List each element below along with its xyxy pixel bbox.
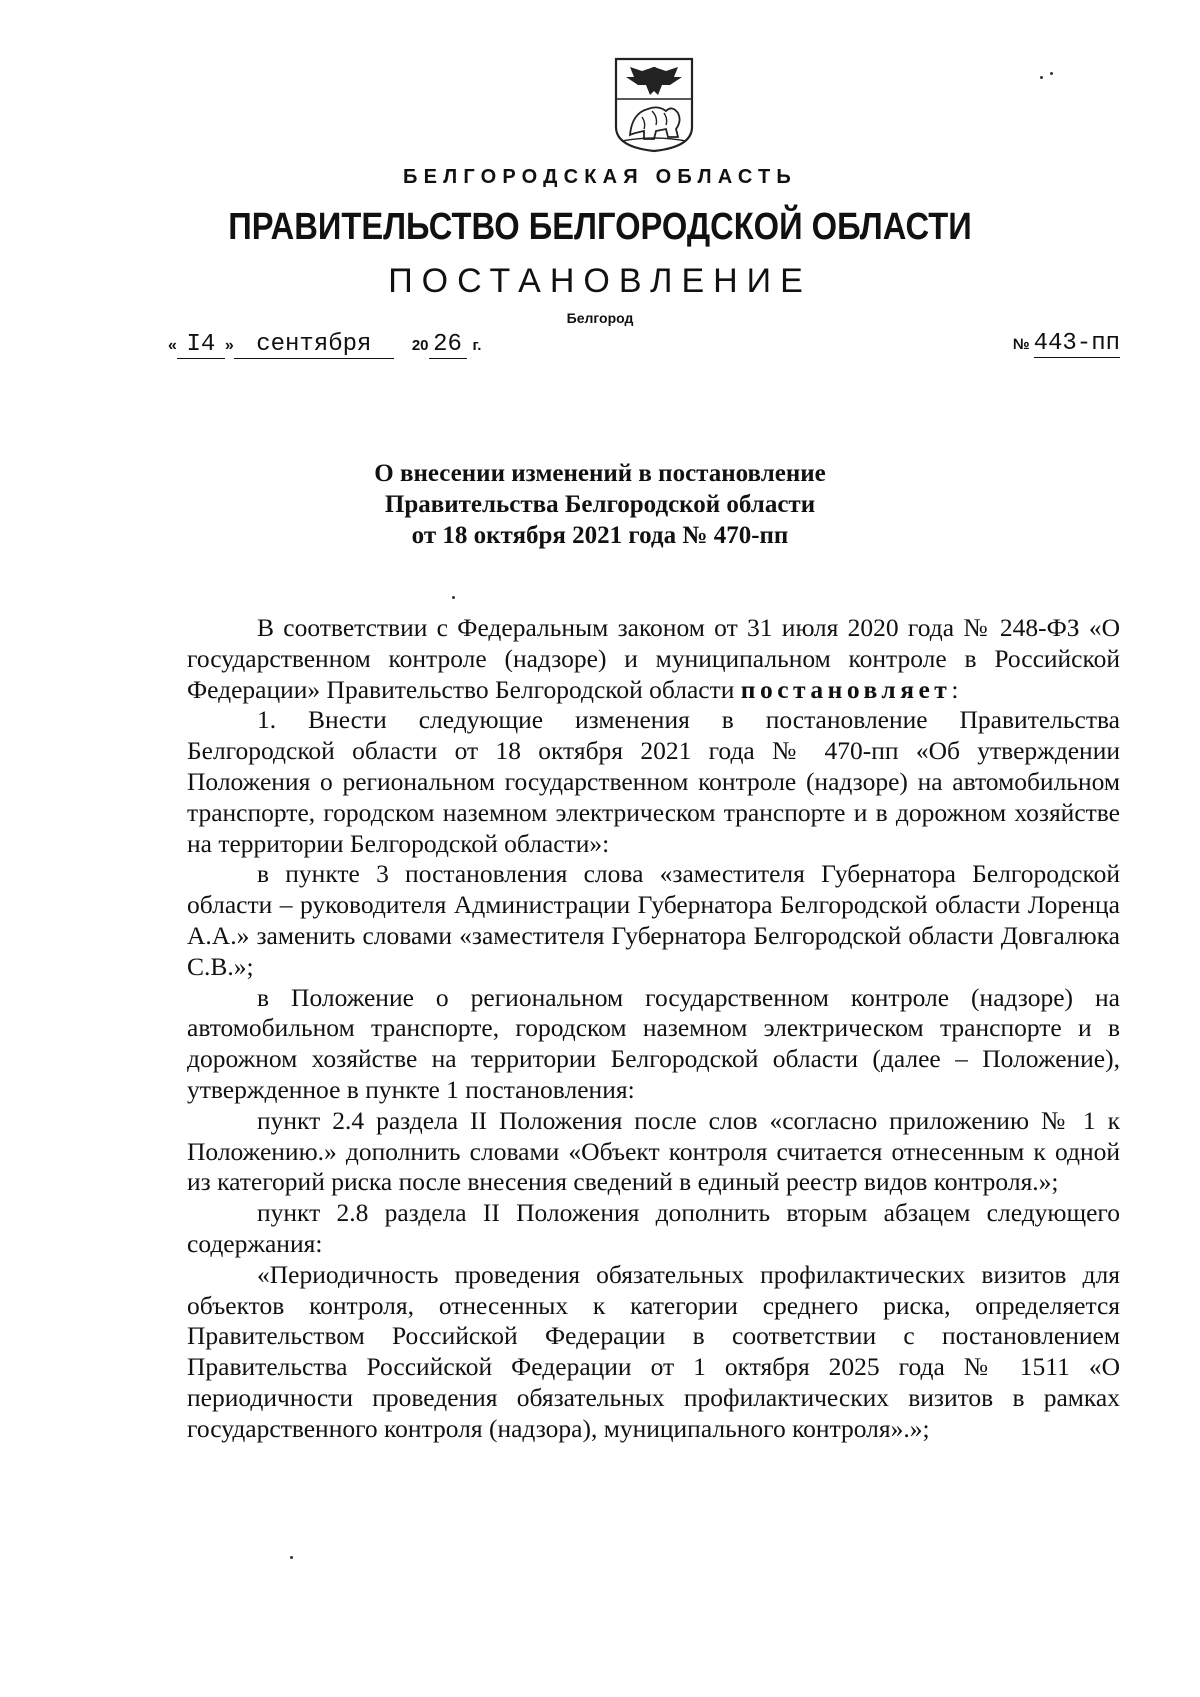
title-line-2: Правительства Белгородской области: [384, 491, 816, 518]
coat-of-arms-emblem: [612, 55, 696, 153]
government-name: ПРАВИТЕЛЬСТВО БЕЛГОРОДСКОЙ ОБЛАСТИ: [228, 206, 972, 248]
scan-speck: [1050, 72, 1053, 75]
title-line-3: от 18 октября 2021 года № 470-пп: [411, 522, 789, 549]
document-number: [1013, 330, 1120, 358]
date-day: I4: [177, 331, 225, 359]
document-body: [187, 613, 1120, 1445]
number-prefix: №: [1012, 336, 1030, 353]
document-type: ПОСТАНОВЛЕНИЕ: [388, 262, 812, 300]
scan-speck: [452, 596, 455, 599]
paragraph-3: в Положение о региональном государственном контроле (надзоре) на автомобильном транспорте, городском наземном электрическом транспорте и в дорожном хозяйстве на территории Белгородской области (далее – Положение), утвержденное в пункте 1 постановления:: [187, 982, 1120, 1104]
resolves-colon: :: [951, 674, 959, 704]
intro-paragraph: [187, 613, 1120, 705]
date-year-suffix: 26: [429, 331, 467, 359]
document-date: [168, 330, 481, 359]
document-title: [0, 458, 1200, 551]
paragraph-5: пункт 2.8 раздела II Положения дополнить вторым абзацем следующего содержания:: [187, 1198, 1120, 1258]
scan-speck: [1040, 76, 1043, 79]
paragraph-4: пункт 2.4 раздела II Положения после слов «согласно приложению № 1 к Положению.» дополнить словами «Объект контроля считается отнесенным к одной из категорий риска после внесения сведений в единый реестр видов контроля.»;: [187, 1105, 1120, 1197]
title-line-1: О внесении изменений в постановление: [374, 460, 826, 487]
scan-speck: [290, 1556, 293, 1559]
date-year-prefix: 20: [411, 337, 429, 354]
date-close-quote: »: [224, 337, 234, 354]
resolves-word: постановляет: [740, 674, 952, 704]
intro-text: В соответствии с Федеральным законом от 31 июля 2020 года № 248-ФЗ «О государственном контроле (надзоре) и муниципальном контроле в Российской Федерации» Правительство Белгородской области: [187, 613, 1120, 704]
city-name: Белгород: [566, 310, 634, 326]
paragraph-6: «Периодичность проведения обязательных профилактических визитов для объектов контроля, отнесенных к категории среднего риска, определяется Правительством Российской Федерации в соответствии с постановлением Правительства Российской Федерации от 1 октября 2025 года № 1511 «О периодичности проведения обязательных профилактических визитов в рамках государственного контроля (надзора), муниципального контроля».»;: [187, 1259, 1120, 1443]
paragraph-1: 1. Внести следующие изменения в постановление Правительства Белгородской области от 18 октября 2021 года № 470-пп «Об утверждении Положения о региональном государственном контроле (надзоре) на автомобильном транспорте, городском наземном электрическом транспорте и в дорожном хозяйстве на территории Белгородской области»:: [187, 705, 1120, 858]
date-month: сентября: [234, 331, 394, 359]
region-name: БЕЛГОРОДСКАЯ ОБЛАСТЬ: [403, 166, 797, 188]
number-value: 443-пп: [1033, 330, 1120, 357]
date-year-mark: г.: [472, 337, 482, 354]
date-open-quote: «: [168, 337, 177, 354]
paragraph-2: в пункте 3 постановления слова «заместителя Губернатора Белгородской области – руководителя Администрации Губернатора Белгородской области Лоренца А.А.» заменить словами «заместителя Губернатора Белгородской области Довгалюка С.В.»;: [187, 859, 1120, 981]
